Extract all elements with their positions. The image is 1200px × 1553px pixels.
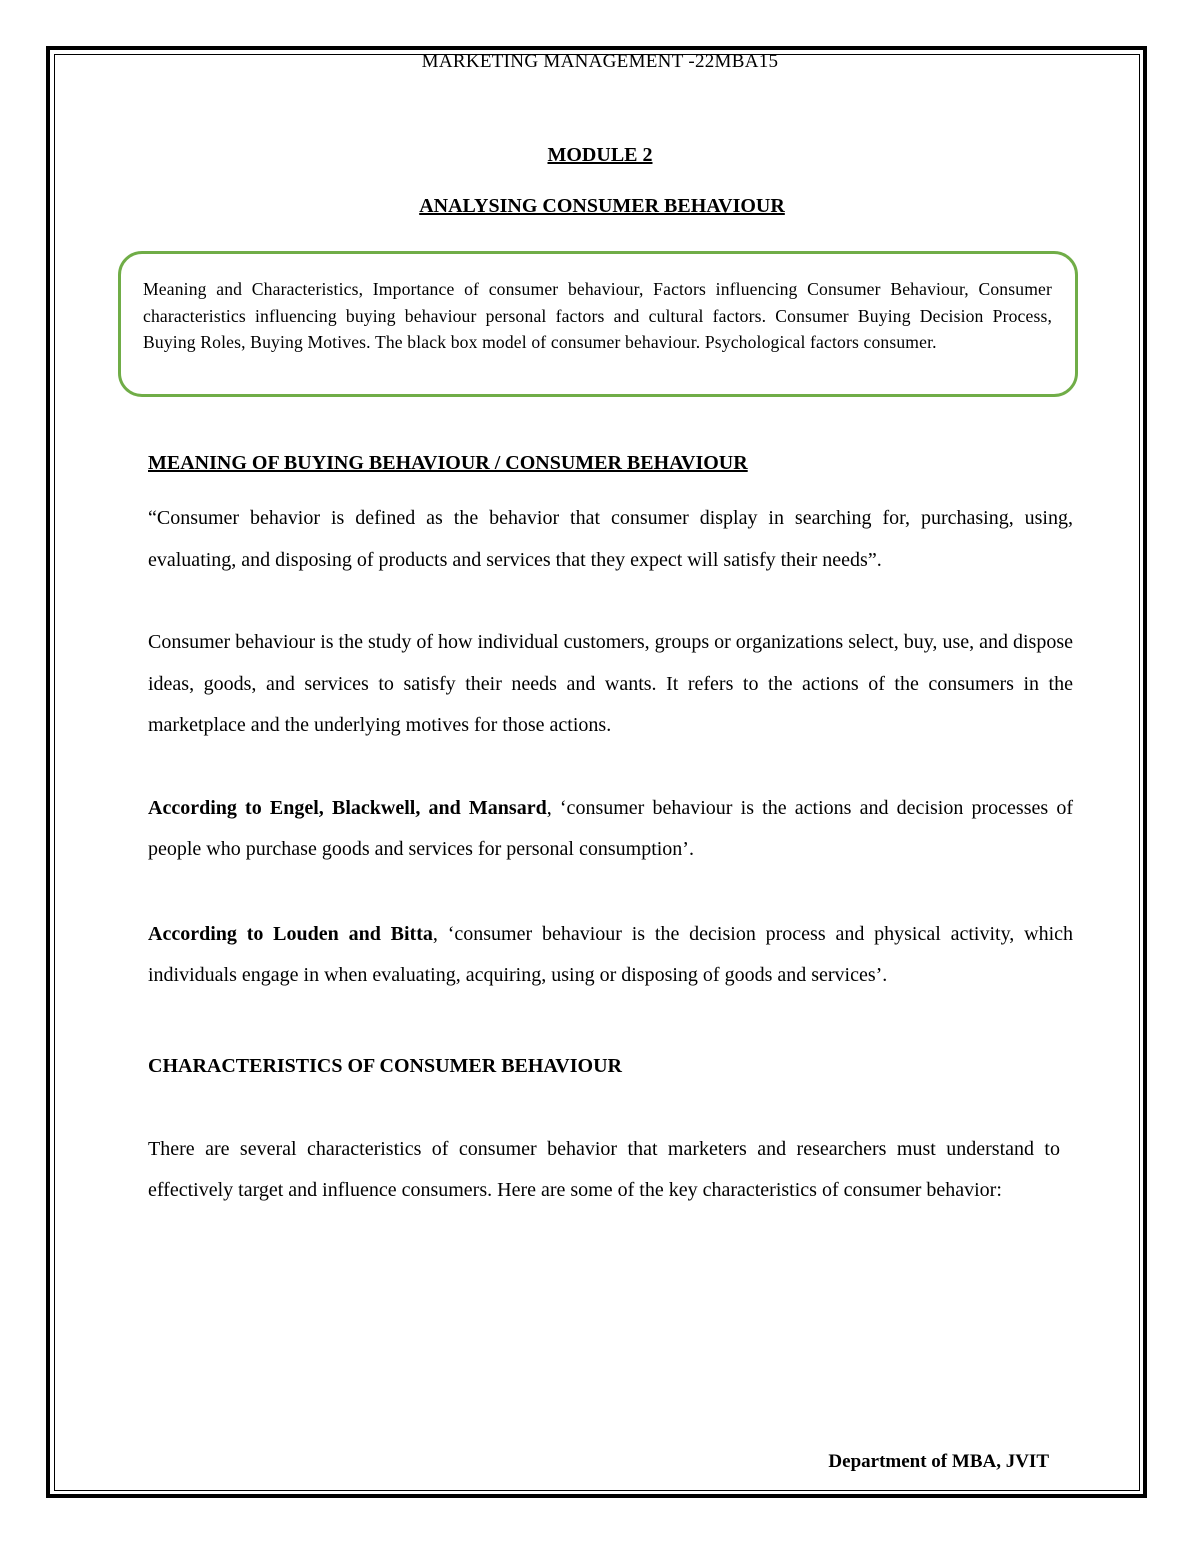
engel-definition-text: , ‘consumer behaviour is the actions and decision processes of people who purchase goods and services for personal consumption’. [148,796,1074,860]
louden-definition-paragraph [148,914,1073,997]
louden-author-label: According to Louden and Bitta [148,922,433,945]
meaning-heading: MEANING OF BUYING BEHAVIOUR / CONSUMER BEHAVIOUR [148,452,748,474]
chapter-title: ANALYSING CONSUMER BEHAVIOUR [419,195,785,217]
characteristics-heading: CHARACTERISTICS OF CONSUMER BEHAVIOUR [148,1054,622,1077]
module-title: MODULE 2 [547,144,653,166]
engel-author-label: According to Engel, Blackwell, and Mansard [148,796,547,819]
footer-department: Department of MBA, JVIT [828,1451,1049,1472]
meaning-study-paragraph: Consumer behaviour is the study of how individual customers, groups or organizations select, buy, use, and dispose ideas, goods, and services to satisfy their needs and wants. It refers to the actions of the consumers in the marketplace and the underlying motives for those actions. [148,631,1073,736]
engel-definition-paragraph [148,788,1073,871]
syllabus-text: Meaning and Characteristics, Importance of consumer behaviour, Factors influencing Consumer Behaviour, Consumer characteristics influencing buying behaviour personal factors and cultural factors. Consumer Buying Decision Process, Buying Roles, Buying Motives. The black box model of consumer behaviour. Psychological factors consumer. [143,279,1052,352]
meaning-definition-paragraph: “Consumer behavior is defined as the behavior that consumer display in searching for, purchasing, using, evaluating, and disposing of products and services that they expect will satisfy their needs”. [148,507,1073,571]
main-content [148,452,1073,1212]
running-header-text: MARKETING MANAGEMENT -22MBA15 [421,51,779,70]
characteristics-intro-paragraph: There are several characteristics of consumer behavior that marketers and researchers must understand to effectively target and influence consumers. Here are some of the key characteristics of consumer behavior: [148,1137,1060,1201]
running-header [0,50,1200,70]
syllabus-box [118,251,1078,397]
louden-definition-text: , ‘consumer behaviour is the decision process and physical activity, which individuals engage in when evaluating, acquiring, using or disposing of goods and services’. [148,922,1074,986]
